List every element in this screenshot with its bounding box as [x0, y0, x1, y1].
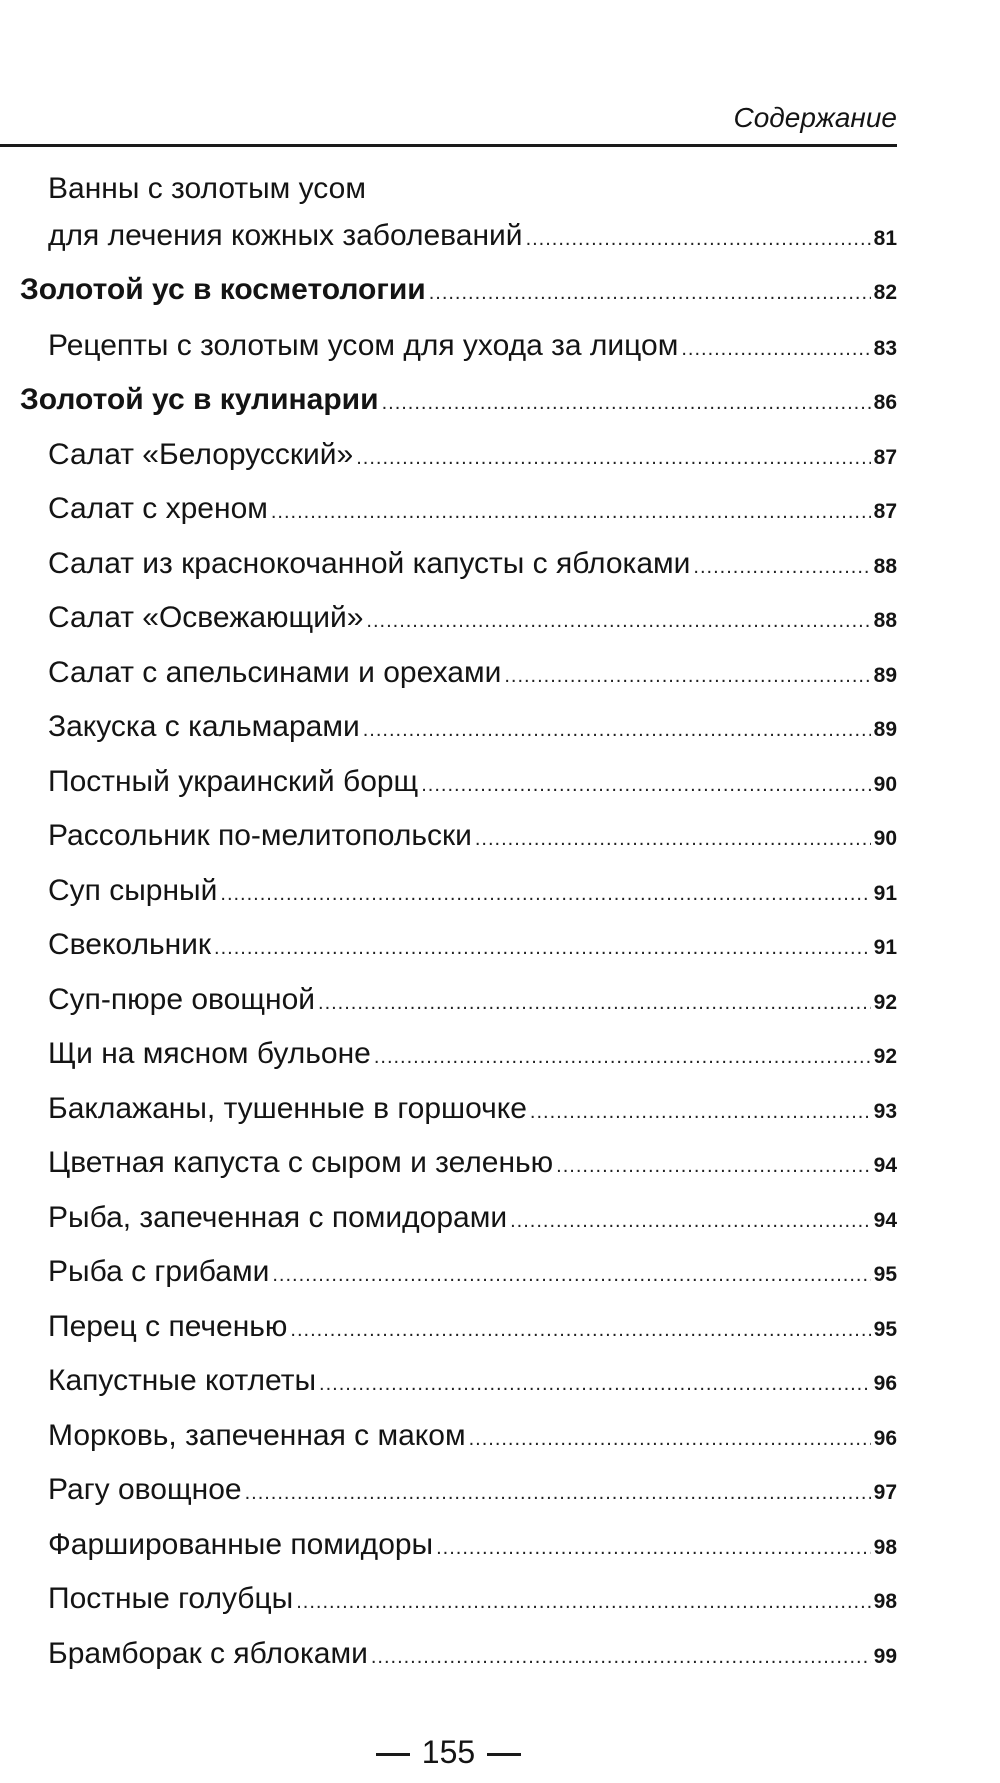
- leader-dots: [436, 1531, 871, 1565]
- toc-section-page: 82: [873, 281, 897, 304]
- leader-dots: [371, 1640, 871, 1674]
- leader-dots: [214, 931, 871, 965]
- toc-entry: [48, 1528, 897, 1565]
- toc-entry: [48, 1364, 897, 1401]
- leader-dots: [526, 222, 871, 256]
- toc-entry-title: Рассольник по-мелитопольски: [48, 819, 472, 852]
- leader-dots: [429, 276, 871, 310]
- toc-entry-title: Суп сырный: [48, 874, 218, 907]
- toc-entry-page: 83: [873, 337, 897, 360]
- toc-entry: [48, 601, 897, 638]
- toc-entry-title: Салат с апельсинами и орехами: [48, 656, 502, 689]
- leader-dots: [319, 1367, 871, 1401]
- toc-entry: [48, 928, 897, 965]
- toc-entry: [48, 1146, 897, 1183]
- toc-entry-title: Салат «Белорусский»: [48, 438, 354, 471]
- toc-entry: [48, 329, 897, 366]
- toc-entry: [48, 710, 897, 747]
- toc-entry-title: Баклажаны, тушенные в горшочке: [48, 1092, 527, 1125]
- toc-entry-title: Морковь, запеченная с маком: [48, 1419, 466, 1452]
- leader-dots: [382, 386, 871, 420]
- toc-entry-page: 97: [873, 1481, 897, 1504]
- running-header: [0, 96, 897, 147]
- toc-entry: [48, 1092, 897, 1129]
- leader-dots: [421, 768, 870, 802]
- toc-entry: [48, 1637, 897, 1674]
- toc-section-title: Золотой ус в косметологии: [20, 273, 426, 306]
- leader-dots: [530, 1095, 871, 1129]
- toc-entry: [48, 219, 897, 256]
- toc-entry-title: Салат из краснокочанной капусты с яблоками: [48, 547, 691, 580]
- toc-entry-title: Рагу овощное: [48, 1473, 242, 1506]
- toc-entry-page: 90: [873, 827, 897, 850]
- toc-entry-page: 88: [873, 609, 897, 632]
- leader-dots: [469, 1422, 871, 1456]
- leader-dots: [510, 1204, 871, 1238]
- leader-dots: [504, 659, 870, 693]
- toc-entry: [48, 819, 897, 856]
- toc-entry-page: 91: [873, 882, 897, 905]
- leader-dots: [220, 877, 870, 911]
- toc-entry-page: 95: [873, 1318, 897, 1341]
- leader-dots: [318, 986, 871, 1020]
- toc-entry: [48, 1255, 897, 1292]
- toc-entry-page: 99: [873, 1645, 897, 1668]
- toc-entry-page: 90: [873, 773, 897, 796]
- toc-entry: [48, 492, 897, 529]
- toc-entry: [48, 1582, 897, 1619]
- toc-entry-first-line: Ванны с золотым усом: [48, 172, 366, 205]
- toc-entry: [48, 547, 897, 584]
- toc-entry-title: для лечения кожных заболеваний: [48, 219, 523, 252]
- toc-entry: [48, 874, 897, 911]
- toc-section-page: 86: [873, 391, 897, 414]
- toc-entry-title: Постный украинский борщ: [48, 765, 419, 798]
- toc-entry-page: 89: [873, 718, 897, 741]
- toc-entry-title: Капустные котлеты: [48, 1364, 317, 1397]
- toc-entry-title: Щи на мясном бульоне: [48, 1037, 371, 1070]
- leader-dots: [693, 550, 870, 584]
- toc-entry: [48, 983, 897, 1020]
- toc-entry-page: 92: [873, 1045, 897, 1068]
- toc-section-title: Золотой ус в кулинарии: [20, 383, 379, 416]
- toc-entry: [48, 765, 897, 802]
- toc-entry-title: Рыба, запеченная с помидорами: [48, 1201, 508, 1234]
- toc-entry-title: Рыба с грибами: [48, 1255, 270, 1288]
- toc-entry: [48, 1419, 897, 1456]
- toc-entry-page: 93: [873, 1100, 897, 1123]
- folio-dash-right: [487, 1753, 521, 1756]
- leader-dots: [290, 1313, 870, 1347]
- toc-section: [20, 273, 897, 310]
- toc-entry-page: 87: [873, 446, 897, 469]
- folio-dash-left: [376, 1753, 410, 1756]
- leader-dots: [681, 332, 870, 366]
- toc-entry: [48, 656, 897, 693]
- leader-dots: [374, 1040, 871, 1074]
- toc-entry-title: Закуска с кальмарами: [48, 710, 360, 743]
- toc-entry-page: 88: [873, 555, 897, 578]
- toc-entry-page: 98: [873, 1536, 897, 1559]
- toc-entry: [48, 1201, 897, 1238]
- toc-entry: [48, 1037, 897, 1074]
- leader-dots: [272, 1258, 870, 1292]
- toc-entry-page: 95: [873, 1263, 897, 1286]
- leader-dots: [245, 1476, 871, 1510]
- toc-entry-title: Брамборак с яблоками: [48, 1637, 368, 1670]
- toc-entry-title: Салат с хреном: [48, 492, 268, 525]
- toc-entry-page: 81: [873, 227, 897, 250]
- toc-entry-title: Суп-пюре овощной: [48, 983, 316, 1016]
- toc-entry-page: 92: [873, 991, 897, 1014]
- toc-entry-title: Фаршированные помидоры: [48, 1528, 434, 1561]
- page-footer: [0, 1734, 897, 1771]
- toc-entry-title: Постные голубцы: [48, 1582, 294, 1615]
- toc-entry-page: 98: [873, 1590, 897, 1613]
- leader-dots: [556, 1149, 870, 1183]
- leader-dots: [366, 604, 870, 638]
- running-header-title: Содержание: [733, 102, 897, 133]
- leader-dots: [475, 822, 871, 856]
- leader-dots: [271, 495, 871, 529]
- toc-entry-title: Салат «Освежающий»: [48, 601, 364, 634]
- leader-dots: [356, 441, 870, 475]
- leader-dots: [363, 713, 871, 747]
- toc-entry-title: Перец с печенью: [48, 1310, 288, 1343]
- toc-entry-title: Свекольник: [48, 928, 212, 961]
- toc-entry-page: 87: [873, 500, 897, 523]
- toc-entry-page: 94: [873, 1154, 897, 1177]
- toc-entry-title: Цветная капуста с сыром и зеленью: [48, 1146, 554, 1179]
- toc-entry-page: 94: [873, 1209, 897, 1232]
- toc-entry: [48, 1473, 897, 1510]
- toc-entry-page: 96: [873, 1427, 897, 1450]
- toc-entry: [48, 438, 897, 475]
- toc-entry-page: 89: [873, 664, 897, 687]
- leader-dots: [296, 1585, 870, 1619]
- toc-entry-page: 91: [873, 936, 897, 959]
- toc-entry-page: 96: [873, 1372, 897, 1395]
- page-number: 155: [421, 1734, 476, 1770]
- toc-section: [20, 383, 897, 420]
- toc-entry: [48, 1310, 897, 1347]
- toc-entry-title: Рецепты с золотым усом для ухода за лицом: [48, 329, 679, 362]
